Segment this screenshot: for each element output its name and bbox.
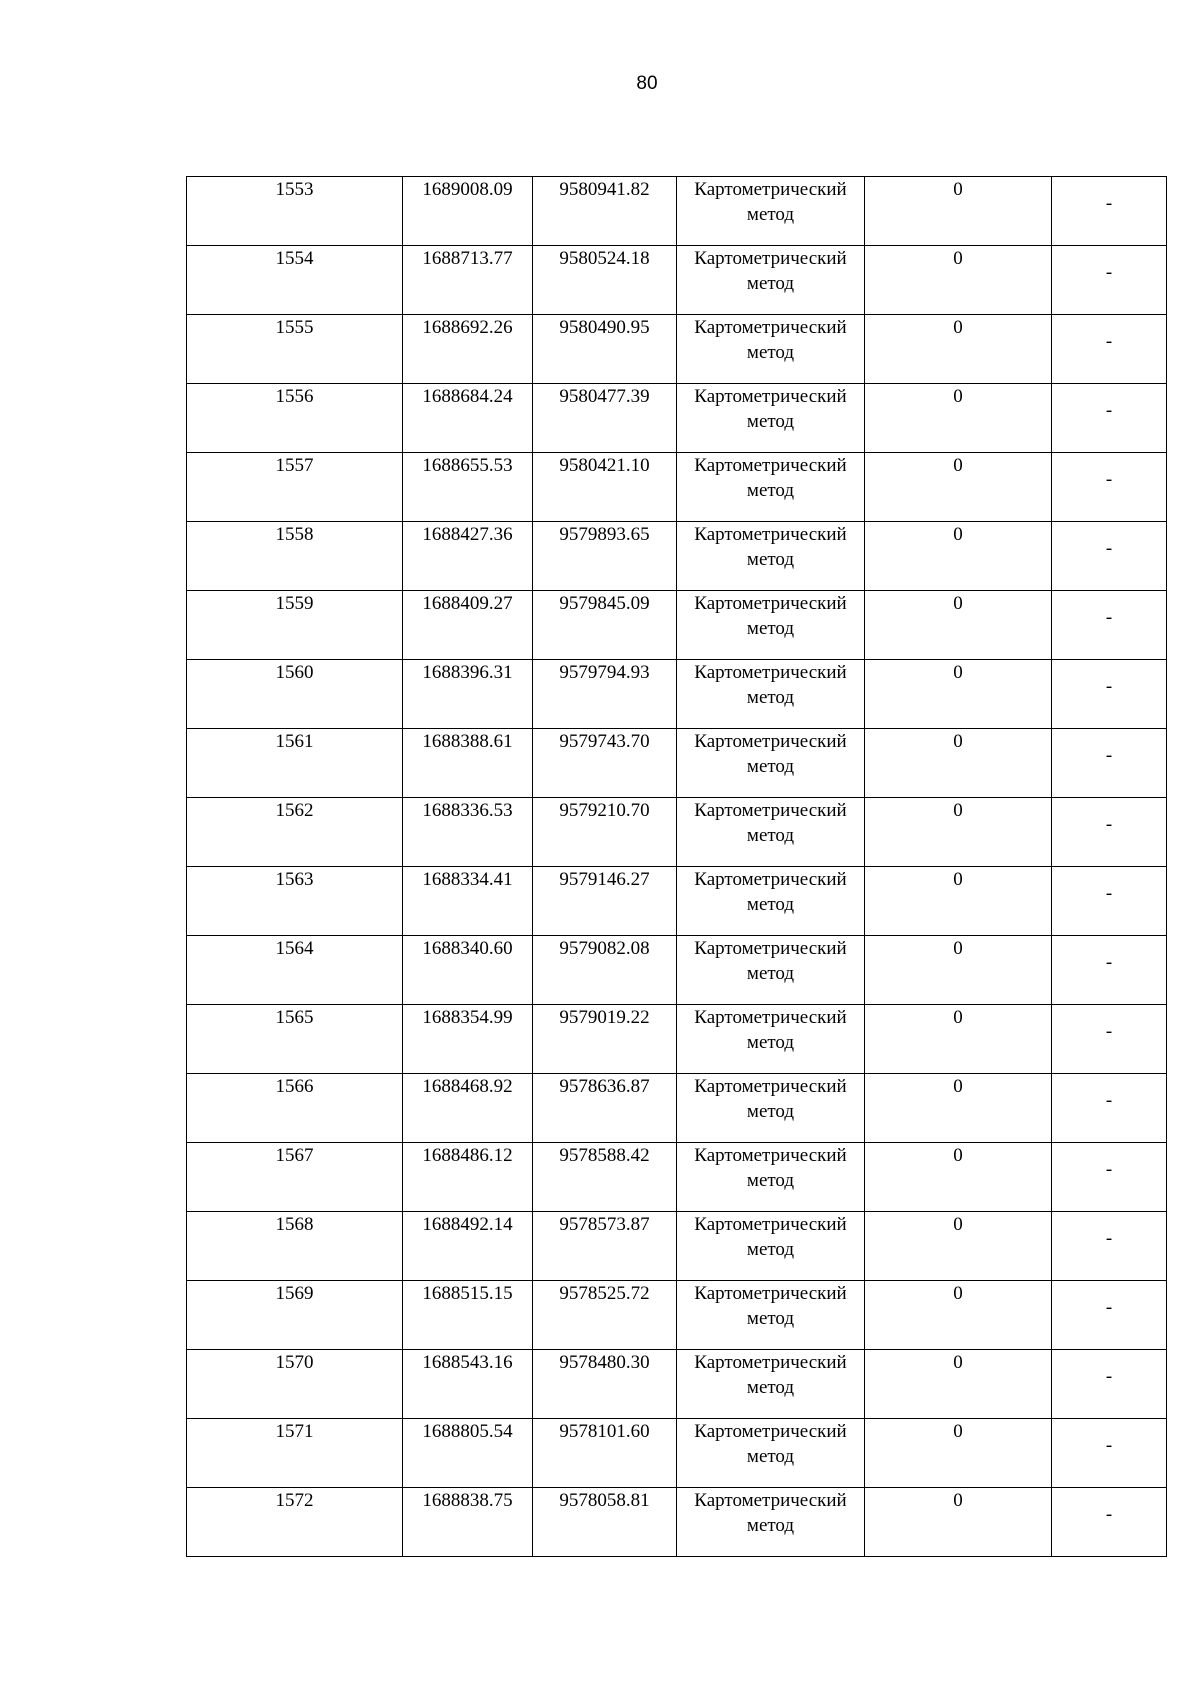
point-number: 1555: [275, 317, 314, 338]
coord-x: 1689008.09: [422, 179, 513, 200]
coord-y: 9578480.30: [559, 1352, 650, 1373]
coord-y: 9579893.65: [559, 524, 650, 545]
method-cell: [677, 660, 865, 729]
coord-x: 1688427.36: [422, 524, 513, 545]
coord-y-cell: [533, 1419, 677, 1488]
coord-x-cell: [403, 384, 533, 453]
error-value-cell: [865, 177, 1052, 246]
error-value-cell: [865, 1005, 1052, 1074]
coord-y: 9579794.93: [559, 662, 650, 683]
note: -: [1105, 1365, 1113, 1387]
coord-y: 9578525.72: [559, 1283, 650, 1304]
error-value-cell: [865, 936, 1052, 1005]
table-row: [187, 1350, 1167, 1419]
method: Картометрический метод: [694, 1214, 847, 1260]
note-cell: [1052, 591, 1167, 660]
error-value: 0: [953, 938, 963, 959]
table-row: [187, 660, 1167, 729]
point-number: 1561: [275, 731, 314, 752]
coord-y: 9578058.81: [559, 1490, 650, 1511]
method: Картометрический метод: [694, 317, 847, 363]
coord-x: 1688713.77: [422, 248, 513, 269]
note-cell: [1052, 1488, 1167, 1557]
error-value: 0: [953, 524, 963, 545]
coord-y: 9580421.10: [559, 455, 650, 476]
error-value-cell: [865, 246, 1052, 315]
note-cell: [1052, 729, 1167, 798]
point-number-cell: [187, 1350, 403, 1419]
point-number-cell: [187, 246, 403, 315]
note: -: [1105, 1227, 1113, 1249]
point-number: 1554: [275, 248, 314, 269]
method: Картометрический метод: [694, 1007, 847, 1053]
error-value: 0: [953, 1007, 963, 1028]
note-cell: [1052, 798, 1167, 867]
error-value-cell: [865, 1074, 1052, 1143]
coord-x-cell: [403, 453, 533, 522]
table-row: [187, 1005, 1167, 1074]
point-number: 1559: [275, 593, 314, 614]
method: Картометрический метод: [694, 800, 847, 846]
method: Картометрический метод: [694, 1145, 847, 1191]
coord-y: 9578573.87: [559, 1214, 650, 1235]
table-row: [187, 936, 1167, 1005]
method: Картометрический метод: [694, 1490, 847, 1536]
method: Картометрический метод: [694, 593, 847, 639]
note: -: [1105, 192, 1113, 214]
method-cell: [677, 591, 865, 660]
coord-y-cell: [533, 246, 677, 315]
method: Картометрический метод: [694, 731, 847, 777]
error-value: 0: [953, 1214, 963, 1235]
table-row: [187, 246, 1167, 315]
coord-x-cell: [403, 1488, 533, 1557]
coord-x-cell: [403, 591, 533, 660]
point-number-cell: [187, 660, 403, 729]
coord-y-cell: [533, 660, 677, 729]
coord-x: 1688388.61: [422, 731, 513, 752]
coord-y-cell: [533, 1005, 677, 1074]
coord-y-cell: [533, 1074, 677, 1143]
table-row: [187, 1419, 1167, 1488]
coord-y: 9579743.70: [559, 731, 650, 752]
method: Картометрический метод: [694, 1352, 847, 1398]
coord-y-cell: [533, 1281, 677, 1350]
table-row: [187, 1281, 1167, 1350]
table-row: [187, 453, 1167, 522]
point-number-cell: [187, 1488, 403, 1557]
coord-x-cell: [403, 1143, 533, 1212]
method-cell: [677, 1419, 865, 1488]
method-cell: [677, 1488, 865, 1557]
note-cell: [1052, 936, 1167, 1005]
point-number: 1570: [275, 1352, 314, 1373]
note: -: [1105, 1503, 1113, 1525]
method-cell: [677, 1143, 865, 1212]
error-value: 0: [953, 1490, 963, 1511]
note: -: [1105, 813, 1113, 835]
error-value: 0: [953, 662, 963, 683]
coord-x: 1688684.24: [422, 386, 513, 407]
method: Картометрический метод: [694, 938, 847, 984]
note-cell: [1052, 1281, 1167, 1350]
coord-y: 9579146.27: [559, 869, 650, 890]
coord-y-cell: [533, 1488, 677, 1557]
method: Картометрический метод: [694, 1421, 847, 1467]
point-number-cell: [187, 1005, 403, 1074]
error-value-cell: [865, 1212, 1052, 1281]
method: Картометрический метод: [694, 662, 847, 708]
method: Картометрический метод: [694, 869, 847, 915]
coord-x-cell: [403, 1350, 533, 1419]
note-cell: [1052, 1143, 1167, 1212]
table-row: [187, 315, 1167, 384]
point-number: 1568: [275, 1214, 314, 1235]
coord-x: 1688805.54: [422, 1421, 513, 1442]
point-number: 1565: [275, 1007, 314, 1028]
coord-y-cell: [533, 1212, 677, 1281]
point-number: 1558: [275, 524, 314, 545]
point-number-cell: [187, 384, 403, 453]
coord-x: 1688409.27: [422, 593, 513, 614]
point-number: 1571: [275, 1421, 314, 1442]
method-cell: [677, 315, 865, 384]
point-number-cell: [187, 1143, 403, 1212]
method: Картометрический метод: [694, 248, 847, 294]
error-value-cell: [865, 660, 1052, 729]
point-number-cell: [187, 1212, 403, 1281]
coord-y-cell: [533, 177, 677, 246]
point-number-cell: [187, 798, 403, 867]
point-number-cell: [187, 315, 403, 384]
error-value: 0: [953, 1145, 963, 1166]
error-value-cell: [865, 591, 1052, 660]
note: -: [1105, 399, 1113, 421]
coord-y: 9579082.08: [559, 938, 650, 959]
coord-x: 1688492.14: [422, 1214, 513, 1235]
coord-x: 1688486.12: [422, 1145, 513, 1166]
point-number: 1553: [275, 179, 314, 200]
point-number-cell: [187, 177, 403, 246]
method-cell: [677, 1074, 865, 1143]
point-number-cell: [187, 1281, 403, 1350]
table-row: [187, 729, 1167, 798]
coord-y-cell: [533, 729, 677, 798]
error-value: 0: [953, 1421, 963, 1442]
method: Картометрический метод: [694, 179, 847, 225]
method-cell: [677, 936, 865, 1005]
note: -: [1105, 330, 1113, 352]
coord-y-cell: [533, 798, 677, 867]
method: Картометрический метод: [694, 455, 847, 501]
error-value: 0: [953, 731, 963, 752]
note: -: [1105, 1296, 1113, 1318]
coord-x-cell: [403, 522, 533, 591]
note-cell: [1052, 867, 1167, 936]
point-number-cell: [187, 522, 403, 591]
note-cell: [1052, 315, 1167, 384]
coord-y: 9579845.09: [559, 593, 650, 614]
note-cell: [1052, 1212, 1167, 1281]
error-value-cell: [865, 315, 1052, 384]
coord-x: 1688655.53: [422, 455, 513, 476]
note-cell: [1052, 522, 1167, 591]
note: -: [1105, 951, 1113, 973]
coord-x-cell: [403, 798, 533, 867]
error-value: 0: [953, 800, 963, 821]
point-number: 1556: [275, 386, 314, 407]
error-value-cell: [865, 1350, 1052, 1419]
note-cell: [1052, 1005, 1167, 1074]
error-value: 0: [953, 248, 963, 269]
coord-x-cell: [403, 1212, 533, 1281]
point-number-cell: [187, 867, 403, 936]
note-cell: [1052, 177, 1167, 246]
method-cell: [677, 1212, 865, 1281]
coord-x: 1688336.53: [422, 800, 513, 821]
point-number: 1562: [275, 800, 314, 821]
coord-x: 1688515.15: [422, 1283, 513, 1304]
note: -: [1105, 1158, 1113, 1180]
method-cell: [677, 1281, 865, 1350]
point-number: 1572: [275, 1490, 314, 1511]
note: -: [1105, 744, 1113, 766]
method-cell: [677, 1350, 865, 1419]
note: -: [1105, 468, 1113, 490]
point-number: 1564: [275, 938, 314, 959]
coord-x-cell: [403, 1281, 533, 1350]
coordinates-table: [186, 176, 1167, 1557]
note-cell: [1052, 1074, 1167, 1143]
method-cell: [677, 522, 865, 591]
error-value: 0: [953, 179, 963, 200]
coord-y: 9578588.42: [559, 1145, 650, 1166]
point-number: 1560: [275, 662, 314, 683]
coord-x-cell: [403, 1419, 533, 1488]
error-value-cell: [865, 729, 1052, 798]
method-cell: [677, 867, 865, 936]
method: Картометрический метод: [694, 386, 847, 432]
coord-y-cell: [533, 591, 677, 660]
coord-y: 9578636.87: [559, 1076, 650, 1097]
method: Картометрический метод: [694, 1076, 847, 1122]
coord-y-cell: [533, 384, 677, 453]
coord-y: 9579210.70: [559, 800, 650, 821]
note: -: [1105, 606, 1113, 628]
note: -: [1105, 882, 1113, 904]
note: -: [1105, 261, 1113, 283]
coord-x-cell: [403, 867, 533, 936]
error-value-cell: [865, 798, 1052, 867]
error-value: 0: [953, 1352, 963, 1373]
note: -: [1105, 537, 1113, 559]
error-value: 0: [953, 1076, 963, 1097]
method-cell: [677, 1005, 865, 1074]
note-cell: [1052, 660, 1167, 729]
coord-x: 1688543.16: [422, 1352, 513, 1373]
error-value-cell: [865, 1143, 1052, 1212]
coord-y-cell: [533, 1143, 677, 1212]
point-number: 1567: [275, 1145, 314, 1166]
method: Картометрический метод: [694, 1283, 847, 1329]
coord-x-cell: [403, 660, 533, 729]
coord-x: 1688340.60: [422, 938, 513, 959]
error-value: 0: [953, 455, 963, 476]
table-row: [187, 1488, 1167, 1557]
coord-x-cell: [403, 1005, 533, 1074]
coord-y: 9579019.22: [559, 1007, 650, 1028]
coord-y: 9580490.95: [559, 317, 650, 338]
method-cell: [677, 246, 865, 315]
note-cell: [1052, 1350, 1167, 1419]
note-cell: [1052, 384, 1167, 453]
point-number-cell: [187, 1074, 403, 1143]
coord-x: 1688838.75: [422, 1490, 513, 1511]
method-cell: [677, 384, 865, 453]
table-row: [187, 591, 1167, 660]
point-number: 1563: [275, 869, 314, 890]
table-row: [187, 522, 1167, 591]
coord-y: 9578101.60: [559, 1421, 650, 1442]
note: -: [1105, 675, 1113, 697]
coord-y-cell: [533, 936, 677, 1005]
table-row: [187, 798, 1167, 867]
coord-x-cell: [403, 936, 533, 1005]
table-row: [187, 867, 1167, 936]
error-value-cell: [865, 1281, 1052, 1350]
coord-x-cell: [403, 1074, 533, 1143]
coord-y: 9580524.18: [559, 248, 650, 269]
method-cell: [677, 177, 865, 246]
coord-y-cell: [533, 522, 677, 591]
page-number: 80: [636, 73, 658, 94]
method-cell: [677, 729, 865, 798]
note: -: [1105, 1434, 1113, 1456]
point-number-cell: [187, 591, 403, 660]
coord-x: 1688354.99: [422, 1007, 513, 1028]
coord-x: 1688396.31: [422, 662, 513, 683]
note-cell: [1052, 1419, 1167, 1488]
method-cell: [677, 798, 865, 867]
table-row: [187, 177, 1167, 246]
note: -: [1105, 1020, 1113, 1042]
coord-x-cell: [403, 177, 533, 246]
method-cell: [677, 453, 865, 522]
error-value: 0: [953, 869, 963, 890]
error-value-cell: [865, 522, 1052, 591]
coord-y-cell: [533, 1350, 677, 1419]
coord-x-cell: [403, 315, 533, 384]
coord-x: 1688334.41: [422, 869, 513, 890]
coord-x: 1688692.26: [422, 317, 513, 338]
point-number-cell: [187, 1419, 403, 1488]
coord-y-cell: [533, 867, 677, 936]
error-value: 0: [953, 1283, 963, 1304]
coord-y: 9580941.82: [559, 179, 650, 200]
coord-y: 9580477.39: [559, 386, 650, 407]
error-value: 0: [953, 593, 963, 614]
error-value-cell: [865, 1488, 1052, 1557]
error-value: 0: [953, 317, 963, 338]
error-value: 0: [953, 386, 963, 407]
table-row: [187, 1074, 1167, 1143]
table-row: [187, 1212, 1167, 1281]
error-value-cell: [865, 453, 1052, 522]
coord-x: 1688468.92: [422, 1076, 513, 1097]
point-number: 1569: [275, 1283, 314, 1304]
point-number-cell: [187, 936, 403, 1005]
note: -: [1105, 1089, 1113, 1111]
table-row: [187, 384, 1167, 453]
table-row: [187, 1143, 1167, 1212]
coord-y-cell: [533, 453, 677, 522]
error-value-cell: [865, 1419, 1052, 1488]
note-cell: [1052, 246, 1167, 315]
coord-x-cell: [403, 246, 533, 315]
point-number-cell: [187, 729, 403, 798]
error-value-cell: [865, 867, 1052, 936]
method: Картометрический метод: [694, 524, 847, 570]
error-value-cell: [865, 384, 1052, 453]
coord-y-cell: [533, 315, 677, 384]
point-number-cell: [187, 453, 403, 522]
point-number: 1566: [275, 1076, 314, 1097]
note-cell: [1052, 453, 1167, 522]
coord-x-cell: [403, 729, 533, 798]
point-number: 1557: [275, 455, 314, 476]
